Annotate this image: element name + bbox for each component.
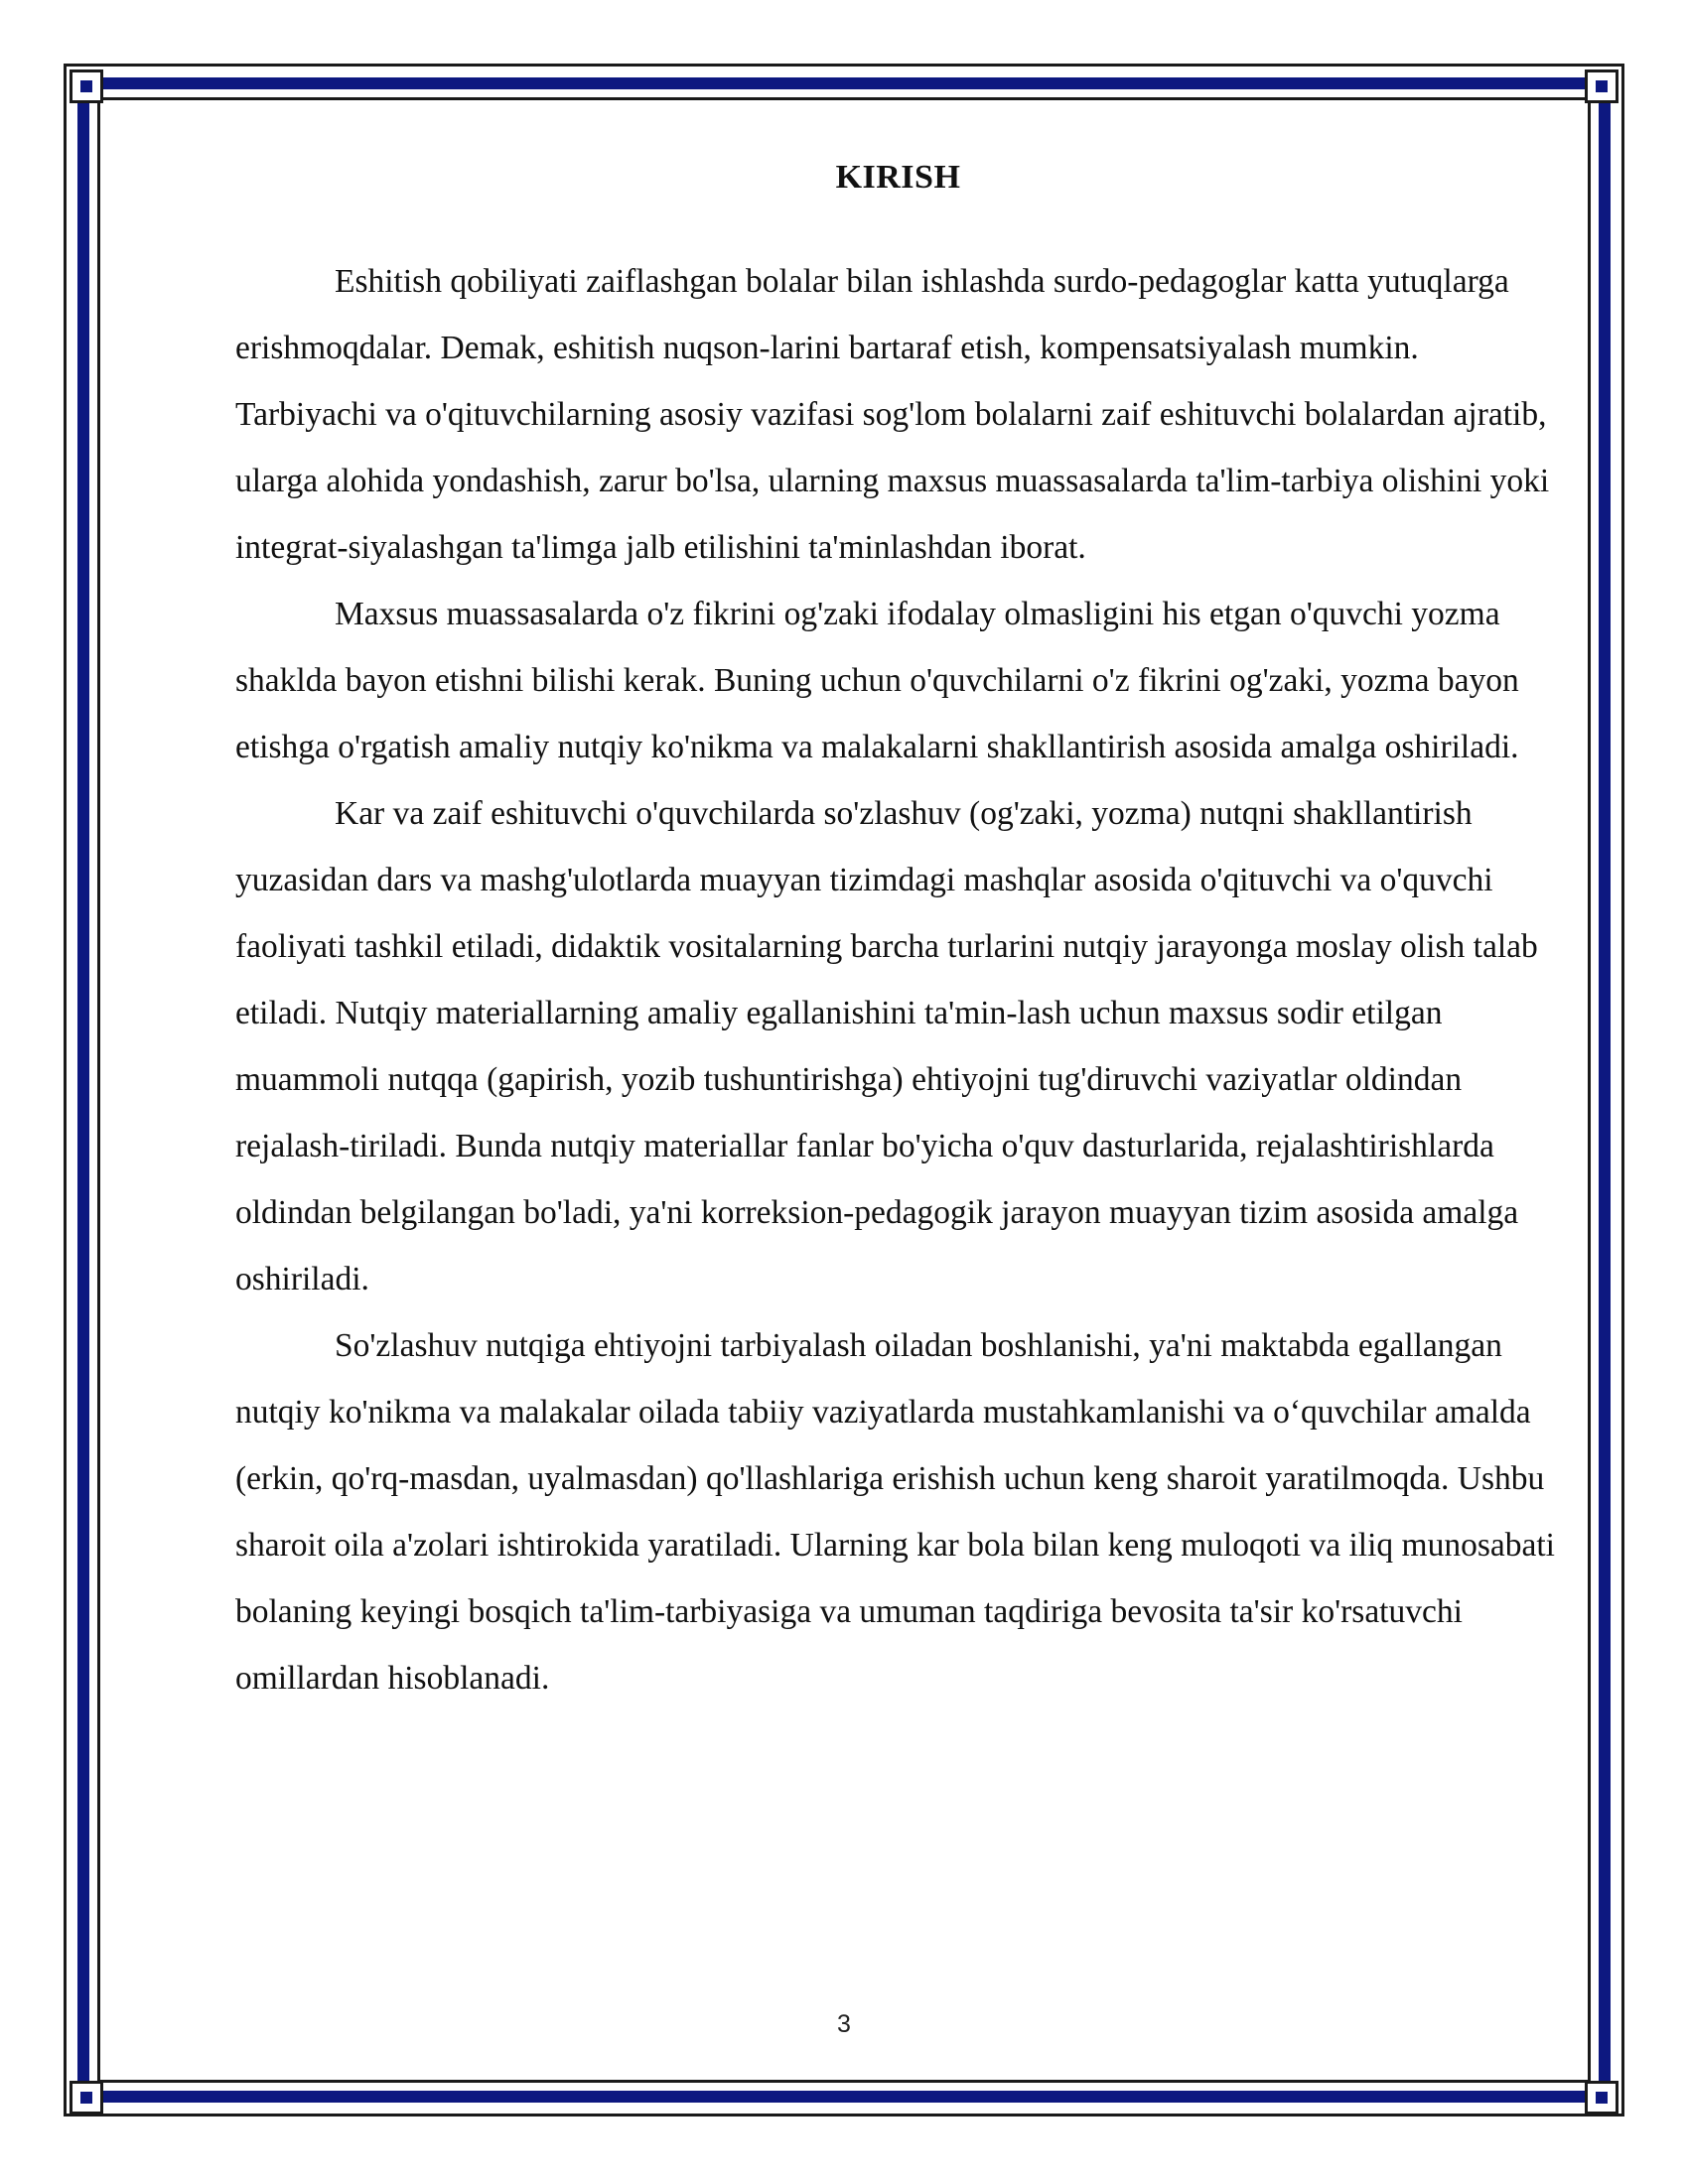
border-corner-bottom-left — [70, 2081, 103, 2115]
paragraph-1: Eshitish qobiliyati zaiflashgan bolalar bilan ishlashda surdo-pedagoglar katta yutuqlarga erishmoqdalar. Demak, eshitish nuqson-larini bartaraf etish, kompensatsiyalash mumkin. Tarbiyachi va o'qituvchilarning asosiy vazifasi sog'lom bolalarni zaif eshituvchi bolalardan ajratib, ularga alohida yondashish, zarur bo'lsa, ularning maxsus muassasalarda ta'lim-tarbiya olishini yoki integrat-siyalashgan ta'limga jalb etilishini ta'minlashdan iborat. — [235, 263, 1550, 566]
page-heading: KIRISH — [835, 159, 961, 196]
border-corner-top-left — [70, 69, 103, 103]
page-content — [235, 149, 1561, 1711]
page-number: 3 — [837, 2010, 851, 2038]
paragraph-2: Maxsus muassasalarda o'z fikrini og'zaki ifodalay olmasligini his etgan o'quvchi yozma shaklda bayon etishni bilishi kerak. Buning uchun o'quvchilarni o'z fikrini og'zaki, yozma bayon etishga o'rgatish amaliy nutqiy ko'nikma va malakalarni shakllantirish asosida amalga oshiriladi. — [235, 596, 1519, 765]
border-corner-top-right — [1585, 69, 1618, 103]
paragraph-3: Kar va zaif eshituvchi o'quvchilarda so'zlashuv (og'zaki, yozma) nutqni shakllantirish yuzasidan dars va mashg'ulotlarda muayyan tizimdagi mashqlar asosida o'qituvchi va o'quvchi faoliyati tashkil etiladi, didaktik vositalarning barcha turlarini nutqiy jarayonga moslay olish talab etiladi. Nutqiy materiallarning amaliy egallanishini ta'min-lash uchun maxsus sodir etilgan muammoli nutqqa (gapirish, yozib tushuntirishga) ehtiyojni tug'diruvchi vaziyatlar oldindan rejalash-tiriladi. Bunda nutqiy materiallar fanlar bo'yicha o'quv dasturlarida, rejalashtirishlarda oldindan belgilangan bo'ladi, ya'ni korreksion-pedagogik jarayon muayyan tizim asosida amalga oshiriladi. — [235, 795, 1538, 1297]
paragraph-4: So'zlashuv nutqiga ehtiyojni tarbiyalash oiladan boshlanishi, ya'ni maktabda egallangan nutqiy ko'nikma va malakalar oilada tabiiy vaziyatlarda mustahkamlanishi va o‘quvchilar amalda (erkin, qo'rq-masdan, uyalmasdan) qo'llashlariga erishish uchun keng sharoit yaratilmoqda. Ushbu sharoit oila a'zolari ishtirokida yaratiladi. Ularning kar bola bilan keng muloqoti va iliq munosabati bolaning keyingi bosqich ta'lim-tarbiyasiga va umuman taqdiriga bevosita ta'sir ko'rsatuvchi omillardan hisoblanadi. — [235, 1327, 1555, 1697]
border-corner-bottom-right — [1585, 2081, 1618, 2115]
